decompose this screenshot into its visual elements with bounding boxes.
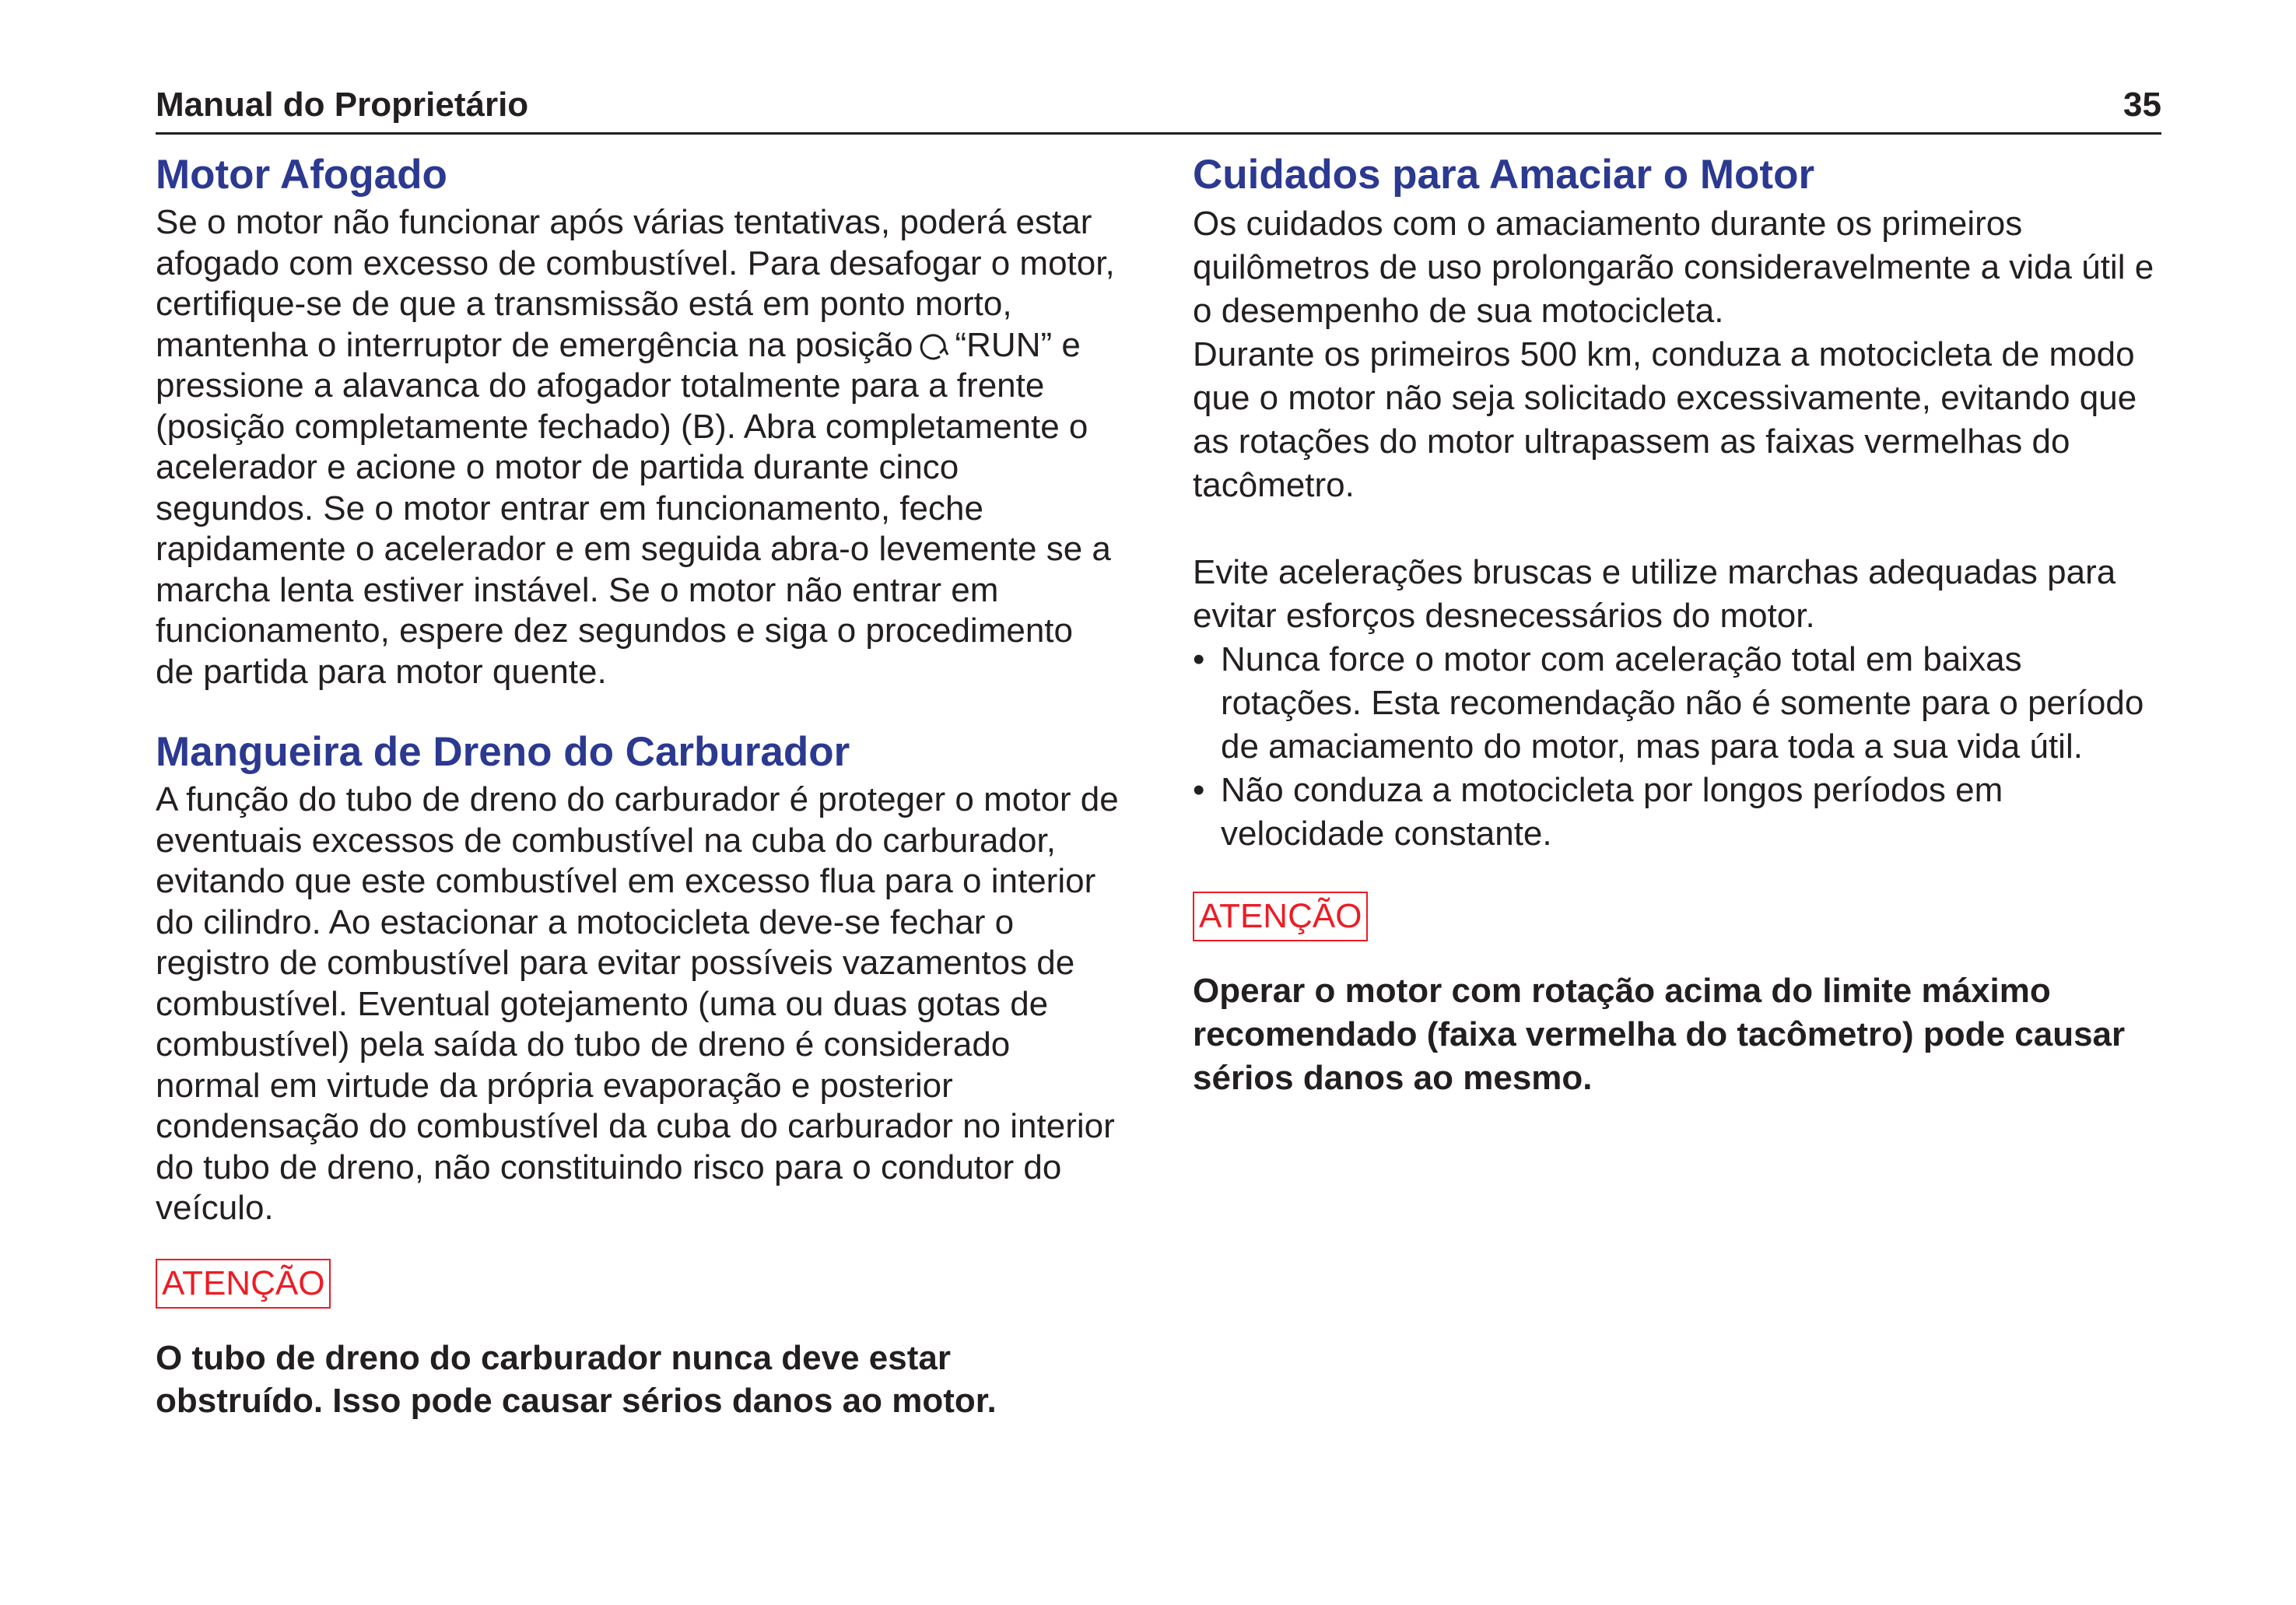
amaciar-paragraph-2: Durante os primeiros 500 km, conduza a motocicleta de modo que o motor não seja solicitado excessivamente, evitando que as rotações do motor ultrapassem as faixas vermelhas do tacômetro. [1193, 335, 2137, 504]
warning-text-left: O tubo de dreno do carburador nunca deve estar obstruído. Isso pode causar sérios danos ao motor. [156, 1338, 997, 1420]
motor-afogado-text-part2: “RUN” e pressione a alavanca do afogador totalmente para a frente (posição completamente fechado) (B). Abra completamente o acelerador e acione o motor de partida durante cinco segundos. Se o motor entrar em funcionamento, feche rapidamente o acelerador e em seguida abra-o levemente se a marcha lenta estiver instável. Se o motor não entrar em funcionamento, espere dez segundos e siga o procedimento de partida para motor quente. [156, 325, 1111, 691]
section-title-mangueira-dreno: Mangueira de Dreno do Carburador [156, 729, 850, 775]
motor-afogado-text-part1: Se o motor não funcionar após várias tentativas, poderá estar afogado com excesso de combustível. Para desafogar o motor, certifique-se de que a transmissão está em ponto morto, mantenha o interruptor de emergência na posição [156, 203, 1115, 364]
mangueira-dreno-text: A função do tubo de dreno do carburador é proteger o motor de eventuais excessos de combustível na cuba do carburador, evitando que este combustível em excesso flua para o interior do cilindro. Ao estacionar a motocicleta deve-se fechar o registro de combustível para evitar possíveis vazamentos de combustível. Eventual gotejamento (uma ou duas gotas de combustível) pela saída do tubo de dreno é considerado normal em virtude da própria evaporação e posterior condensação do combustível da cuba do carburador no interior do tubo de dreno, não constituindo risco para o condutor do veículo. [156, 780, 1119, 1227]
warning-label-right: ATENÇÃO [1193, 892, 1368, 941]
motor-afogado-text [156, 202, 1120, 692]
amaciar-bullet-list [1193, 638, 2161, 856]
page-header [156, 84, 2161, 135]
left-column [156, 148, 1120, 1422]
list-item: • Não conduza a motocicleta por longos períodos em velocidade constante. [1193, 769, 2161, 856]
amaciar-paragraph-1: Os cuidados com o amaciamento durante os primeiros quilômetros de uso prolongarão consideravelmente a vida útil e o desempenho de sua motocicleta. [1193, 205, 2154, 330]
right-column [1193, 148, 2161, 1100]
engine-run-icon [917, 330, 952, 361]
left-warning-box [156, 1259, 1120, 1309]
right-warning-box [1193, 892, 2161, 941]
warning-text-right: Operar o motor com rotação acima do limite máximo recomendado (faixa vermelha do tacômetro) pode causar sérios danos ao mesmo. [1193, 972, 2126, 1097]
section-title-amaciar-motor: Cuidados para Amaciar o Motor [1193, 152, 1815, 198]
header-title: Manual do Proprietário [156, 86, 529, 124]
amaciar-paragraph-3: Evite acelerações bruscas e utilize marchas adequadas para evitar esforços desnecessários do motor. [1193, 553, 2116, 635]
section-title-motor-afogado: Motor Afogado [156, 152, 447, 198]
page-number: 35 [2123, 86, 2161, 124]
warning-label-left: ATENÇÃO [156, 1259, 331, 1309]
list-item: • Nunca force o motor com aceleração total em baixas rotações. Esta recomendação não é somente para o período de amaciamento do motor, mas para toda a sua vida útil. [1193, 638, 2161, 769]
